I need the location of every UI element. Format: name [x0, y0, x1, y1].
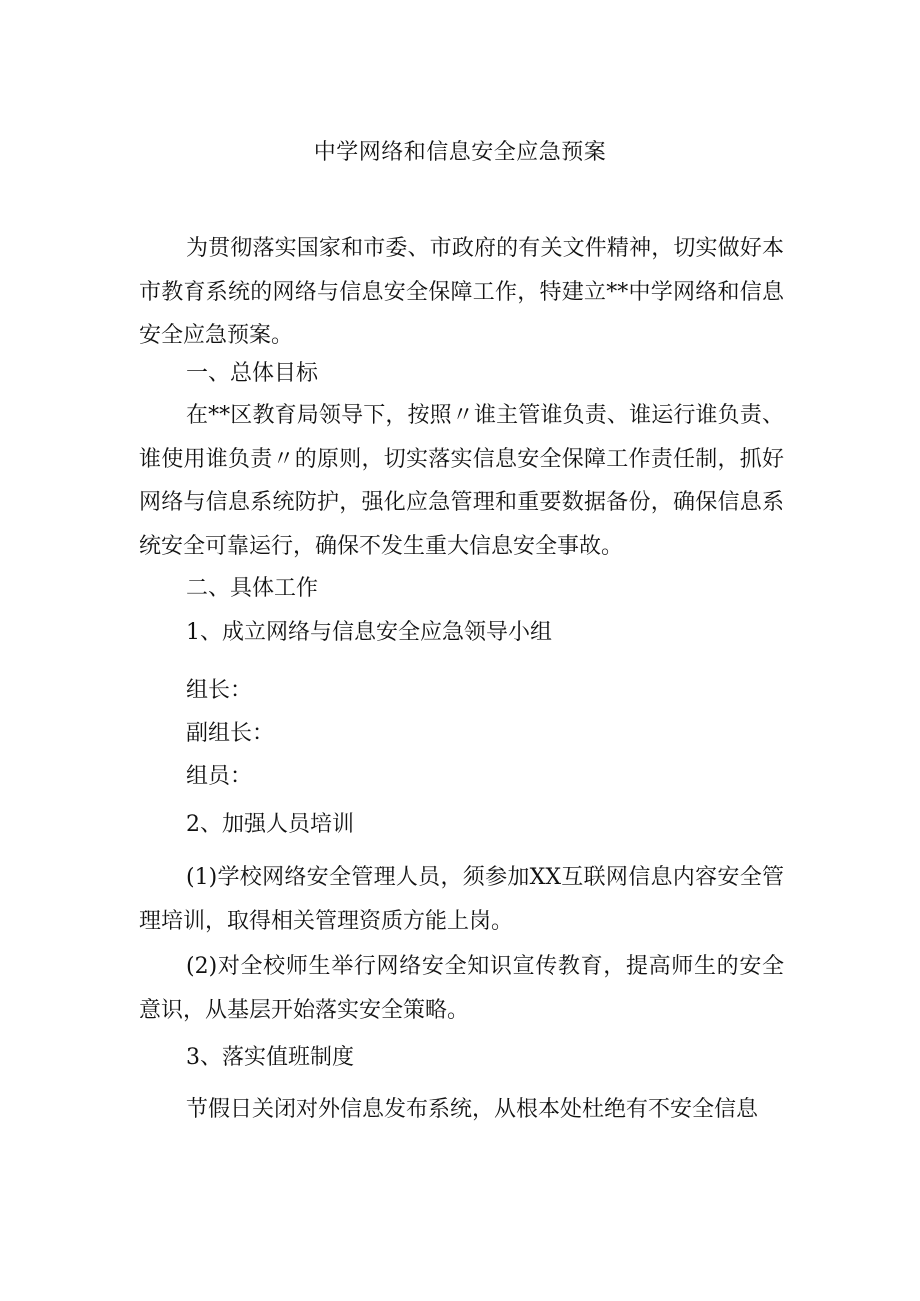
- section-2-heading: 二、具体工作: [186, 576, 319, 601]
- deputy-leader-label: 副组长：: [186, 721, 275, 746]
- item-2-heading: 2、加强人员培训: [186, 812, 354, 837]
- item-3-heading: 3、落实值班制度: [186, 1045, 354, 1070]
- item-2-point-1: (1)学校网络安全管理人员，须参加XX互联网信息内容安全管理培训，取得相关管理资质方能上岗。: [139, 865, 784, 934]
- section-1-heading: 一、总体目标: [186, 361, 319, 386]
- document-title: 中学网络和信息安全应急预案: [313, 140, 607, 165]
- section-1-body: 在**区教育局领导下，按照〃谁主管谁负责、谁运行谁负责、谁使用谁负责〃的原则，切实落实信息安全保障工作责任制，抓好网络与信息系统防护，强化应急管理和重要数据备份，确保信息系统安全可靠运行，确保不发生重大信息安全事故。: [139, 403, 784, 559]
- item-3-body: 节假日关闭对外信息发布系统，从根本处杜绝有不安全信息: [186, 1097, 759, 1122]
- leader-label: 组长：: [186, 678, 253, 703]
- member-label: 组员：: [186, 764, 253, 789]
- item-1-heading: 1、成立网络与信息安全应急领导小组: [186, 620, 552, 645]
- item-2-point-2: (2)对全校师生举行网络安全知识宣传教育，提高师生的安全意识，从基层开始落实安全策略。: [139, 954, 784, 1023]
- intro-paragraph: 为贯彻落实国家和市委、市政府的有关文件精神，切实做好本市教育系统的网络与信息安全保障工作，特建立**中学网络和信息安全应急预案。: [139, 236, 784, 348]
